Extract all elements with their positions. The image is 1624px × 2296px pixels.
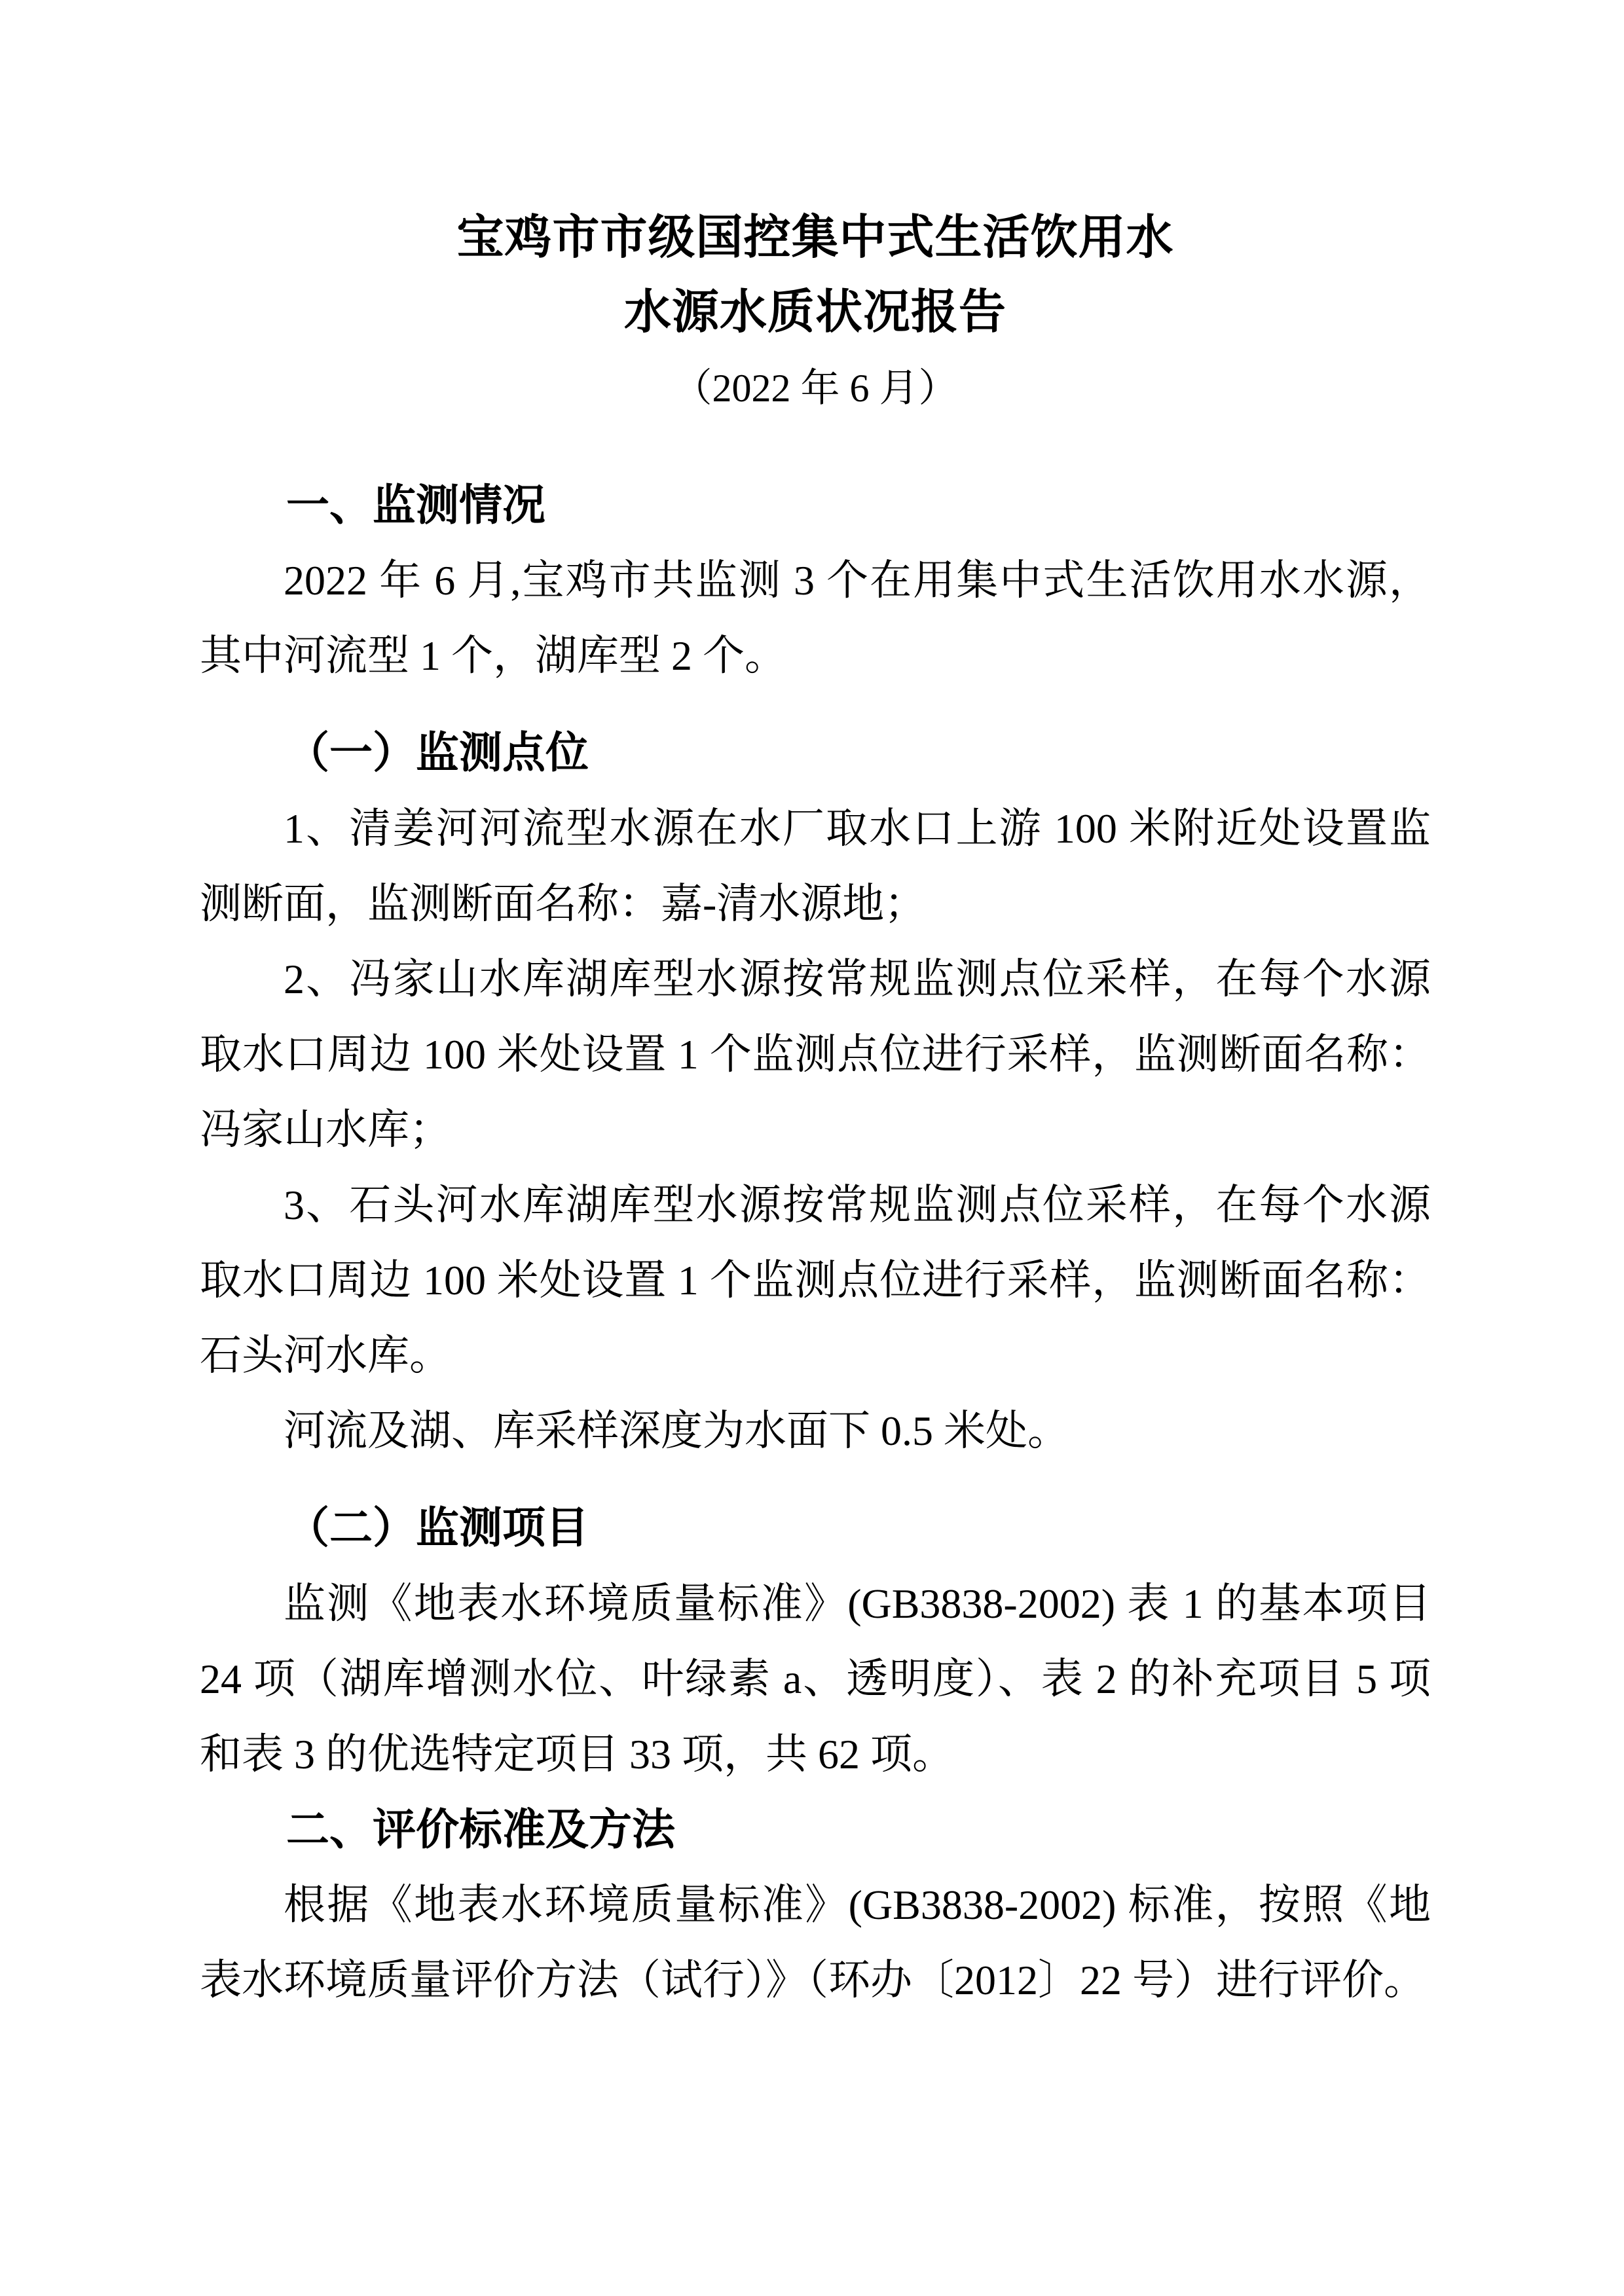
monitoring-items-paragraph: 监测《地表水环境质量标准》(GB3838-2002) 表 1 的基本项目 24 项（湖库增测水位、叶绿素 a、透明度）、表 2 的补充项目 5 项和表 3 的优选特定项目 33 项，共 62 项。 <box>200 1580 1431 1777</box>
report-title <box>200 200 1431 350</box>
section1-heading: 一、监测情况 <box>286 481 545 529</box>
monitoring-point-item1: 1、清姜河河流型水源在水厂取水口上游 100 米附近处设置监测断面，监测断面名称：嘉-清水源地； <box>200 805 1431 927</box>
section2-heading: 二、评价标准及方法 <box>286 1805 675 1853</box>
section1-sub1-heading: （一）监测点位 <box>286 729 589 777</box>
report-date: （2022 年 6 月） <box>673 367 958 410</box>
monitoring-point-item2: 2、冯家山水库湖库型水源按常规监测点位采样，在每个水源取水口周边 100 米处设置 1 个监测点位进行采样，监测断面名称：冯家山水库； <box>200 956 1431 1153</box>
report-title-line2: 水源水质状况报告 <box>623 286 1006 338</box>
sampling-depth-note: 河流及湖、库采样深度为水面下 0.5 米处。 <box>284 1408 1069 1454</box>
evaluation-method-paragraph: 根据《地表水环境质量标准》(GB3838-2002) 标准，按照《地表水环境质量评价方法（试行）》（环办〔2012〕22 号）进行评价。 <box>200 1882 1431 2003</box>
monitoring-point-item3: 3、石头河水库湖库型水源按常规监测点位采样，在每个水源取水口周边 100 米处设置 1 个监测点位进行采样，监测断面名称：石头河水库。 <box>200 1182 1431 1379</box>
report-title-line1: 宝鸡市市级国控集中式生活饮用水 <box>456 211 1174 264</box>
section1-intro-paragraph: 2022 年 6 月,宝鸡市共监测 3 个在用集中式生活饮用水水源，其中河流型 1 个，湖库型 2 个。 <box>200 557 1431 679</box>
report-content <box>200 200 1431 2018</box>
section1-sub2-heading: （二）监测项目 <box>286 1504 589 1552</box>
